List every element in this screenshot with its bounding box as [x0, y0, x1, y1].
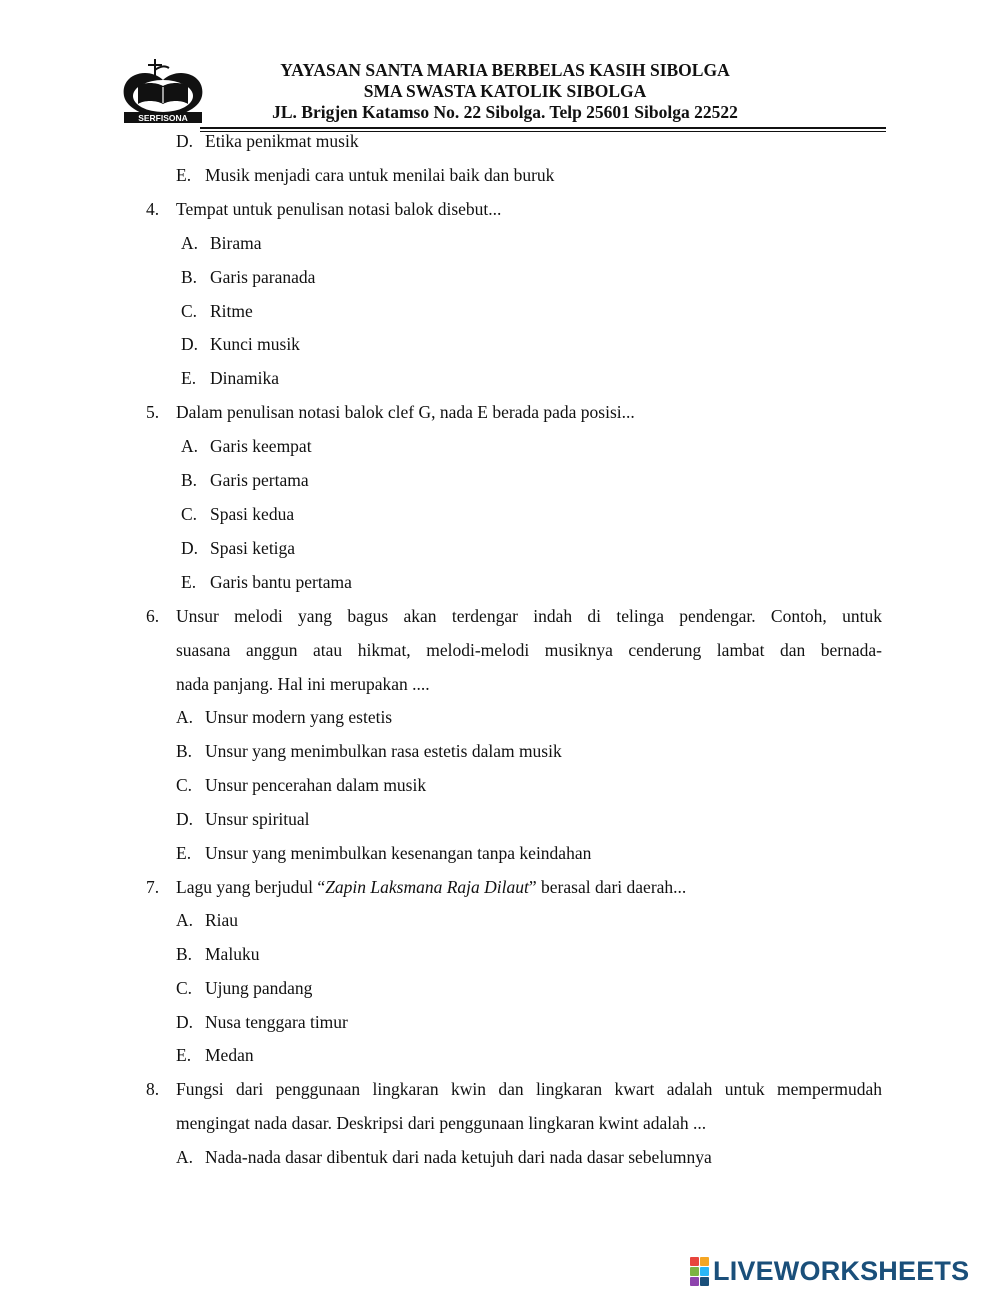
option-a-q8[interactable]: A. Nada-nada dasar dibentuk dari nada ketujuh dari nada dasar sebelumnya: [176, 1147, 712, 1167]
question-number: 7.: [146, 877, 160, 897]
option-a-q6[interactable]: A. Unsur modern yang estetis: [176, 707, 393, 727]
option-a-q7[interactable]: A. Riau: [176, 910, 239, 930]
question-8-line-1: Fungsi dari penggunaan lingkaran kwin dan lingkaran kwart adalah untuk mempermudah: [176, 1079, 882, 1099]
option-b-q7[interactable]: B. Maluku: [176, 944, 260, 964]
question-number: 6.: [146, 606, 160, 626]
option-c-q4[interactable]: C. Ritme: [181, 301, 253, 321]
option-b-q6[interactable]: B. Unsur yang menimbulkan rasa estetis dalam musik: [176, 741, 562, 761]
logo-text: SERFISONA: [138, 113, 188, 123]
school-name: SMA SWASTA KATOLIK SIBOLGA: [363, 81, 647, 101]
question-4-text: Tempat untuk penulisan notasi balok disebut...: [176, 199, 502, 219]
question-6-line-2: suasana anggun atau hikmat, melodi-melodi musiknya cenderung lambat dan bernada-: [176, 640, 882, 660]
option-c-q6[interactable]: C. Unsur pencerahan dalam musik: [176, 775, 427, 795]
school-logo: [118, 56, 208, 124]
option-b-q4[interactable]: B. Garis paranada: [181, 267, 316, 287]
header-rule-thick: [200, 127, 886, 129]
option-e-q5[interactable]: E. Garis bantu pertama: [181, 572, 352, 592]
watermark-text: LIVEWORKSHEETS: [713, 1255, 970, 1286]
option-d-q5[interactable]: D. Spasi ketiga: [181, 538, 296, 558]
option-d-q6[interactable]: D. Unsur spiritual: [176, 809, 310, 829]
question-7-text: Lagu yang berjudul “Zapin Laksmana Raja Dilaut” berasal dari daerah...: [176, 877, 687, 897]
option-d-q4[interactable]: D. Kunci musik: [181, 334, 300, 354]
school-address: JL. Brigjen Katamso No. 22 Sibolga. Telp 25601 Sibolga 22522: [272, 102, 738, 122]
question-number: 5.: [146, 402, 160, 422]
school-header: [215, 60, 795, 123]
question-6-line-3: nada panjang. Hal ini merupakan ....: [176, 674, 430, 694]
option-d-q3[interactable]: D. Etika penikmat musik: [176, 131, 359, 151]
liveworksheets-logo-icon: [690, 1257, 709, 1286]
option-c-q5[interactable]: C. Spasi kedua: [181, 504, 295, 524]
option-c-q7[interactable]: C. Ujung pandang: [176, 978, 313, 998]
option-a-q5[interactable]: A. Garis keempat: [181, 436, 312, 456]
foundation-name: YAYASAN SANTA MARIA BERBELAS KASIH SIBOLGA: [280, 60, 730, 80]
option-e-q7[interactable]: E. Medan: [176, 1045, 254, 1065]
question-number: 8.: [146, 1079, 160, 1099]
option-e-q4[interactable]: E. Dinamika: [181, 368, 280, 388]
liveworksheets-watermark: [690, 1256, 969, 1286]
option-b-q5[interactable]: B. Garis pertama: [181, 470, 309, 490]
question-6-line-1: Unsur melodi yang bagus akan terdengar indah di telinga pendengar. Contoh, untuk: [176, 606, 882, 626]
option-e-q3[interactable]: E. Musik menjadi cara untuk menilai baik dan buruk: [176, 165, 555, 185]
option-a-q4[interactable]: A. Birama: [181, 233, 262, 253]
song-title: Zapin Laksmana Raja Dilaut: [325, 877, 529, 897]
option-e-q6[interactable]: E. Unsur yang menimbulkan kesenangan tanpa keindahan: [176, 843, 592, 863]
question-number: 4.: [146, 199, 160, 219]
option-d-q7[interactable]: D. Nusa tenggara timur: [176, 1012, 348, 1032]
question-5-text: Dalam penulisan notasi balok clef G, nada E berada pada posisi...: [176, 402, 635, 422]
question-8-line-2: mengingat nada dasar. Deskripsi dari penggunaan lingkaran kwint adalah ...: [176, 1113, 707, 1133]
